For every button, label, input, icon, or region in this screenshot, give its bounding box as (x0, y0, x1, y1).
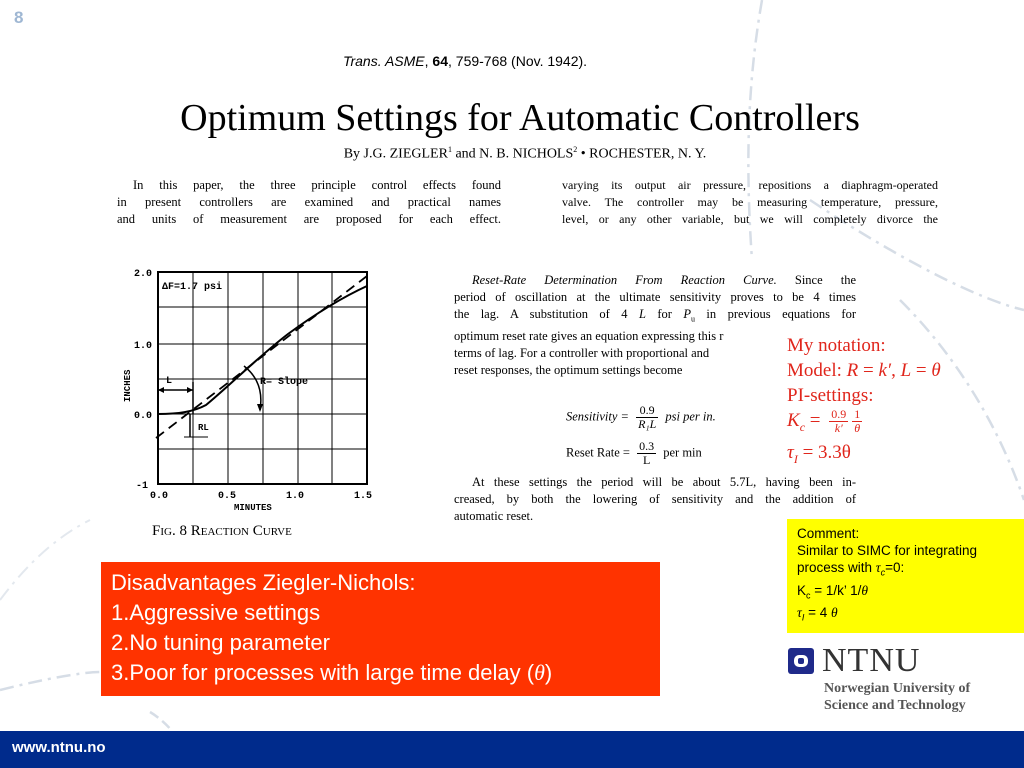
caption-part: IG (160, 526, 172, 538)
comment-line (797, 604, 1024, 627)
footer-bar (0, 731, 1024, 768)
disadvantages-heading: Disadvantages Ziegler-Nichols: (111, 570, 416, 595)
reset-rate-label: Reset Rate = (566, 445, 634, 460)
reset-rate-num: 0.3 (639, 439, 655, 453)
model-L: L (900, 360, 912, 381)
comment-line: Similar to SIMC for integrating (797, 543, 978, 558)
sensitivity-equation (566, 404, 716, 431)
comment-kc-sub: c (806, 590, 811, 601)
reset-line3-L: L (638, 307, 646, 321)
notes-heading: My notation: (787, 335, 886, 356)
lag-label: L (166, 376, 173, 387)
comment-box (787, 519, 1024, 633)
y-tick-label: -1 (136, 481, 149, 492)
intro-line: valve. The controller may be measuring temperature, pressure, (562, 195, 938, 209)
reset-line3-P: P (683, 307, 691, 321)
comment-tau: τ (797, 605, 802, 621)
disadvantage-theta: θ (534, 660, 545, 685)
comment-line: Comment: (797, 526, 860, 541)
reset-line: period of oscillation at the ultimate sensitivity proves to be 4 times (454, 290, 856, 304)
reset-line1-rest: Since the (776, 273, 857, 287)
kc-den1: k′ (834, 421, 843, 436)
tau-sub: I (793, 451, 798, 466)
x-axis-label: MINUTES (234, 503, 272, 513)
kc-symbol: K (787, 410, 800, 431)
caption-part: F (152, 523, 161, 539)
comment-line (797, 582, 1024, 605)
sensitivity-fraction (636, 404, 658, 431)
kc-num1: 0.9 (831, 407, 847, 422)
reset-line3b: for (645, 307, 684, 321)
x-tick-label: 0.0 (150, 491, 169, 502)
intro-line: level, or any other variable, but we will completely divorce the (562, 212, 938, 226)
comment-theta: θ (861, 582, 869, 598)
byline-prefix: By J.G. ZIEGLER (343, 146, 448, 162)
conclusion-text (454, 474, 856, 525)
reset-rate-fraction (637, 440, 656, 467)
x-tick-label: 1.5 (354, 491, 373, 502)
x-tick-label: 0.5 (218, 491, 237, 502)
ntnu-logo-icon (788, 648, 814, 674)
citation-rest: , 759-768 (Nov. 1942). (448, 53, 588, 69)
sensitivity-label: Sensitivity = (566, 409, 633, 424)
reset-line: reset responses, the optimum settings become (454, 362, 683, 377)
comment-line3b: =0: (885, 560, 905, 575)
citation-journal: Trans. ASME (342, 53, 425, 69)
reset-line (454, 306, 856, 328)
comment-kc: K (797, 582, 807, 598)
notes-pi-heading: PI-settings: (787, 385, 874, 406)
ntnu-subtitle (824, 680, 970, 714)
ntnu-logo (788, 642, 920, 680)
abstract-line: in present controllers are examined and practical names (117, 195, 501, 209)
comment-line5b: = 4 (804, 605, 832, 621)
intro-line: varying its output air pressure, repositions a diaphragm-operated (562, 178, 938, 192)
abstract-line: In this paper, the three principle control effects found (133, 178, 501, 192)
disadvantages-box (101, 562, 660, 696)
abstract-line: and units of measurement are proposed for each effect. (117, 212, 501, 226)
kc-eq: = (805, 410, 826, 431)
model-k: k′ (878, 360, 892, 381)
model-eq: = (911, 360, 932, 381)
byline-suffix: • ROCHESTER, N. Y. (577, 146, 707, 162)
conclusion-line: At these settings the period will be about 5.7L, having been in- (472, 475, 856, 489)
kc-fraction-2 (852, 408, 862, 435)
citation (0, 53, 930, 69)
reset-heading: Reset-Rate Determination From Reaction Curve. (472, 273, 777, 287)
kc-den2: θ (854, 421, 861, 436)
reset-rate-den: L (642, 453, 651, 467)
ntnu-logo-text: NTNU (822, 642, 921, 679)
caption-part: EACTION (200, 526, 249, 538)
slope-arc (244, 366, 261, 410)
disadvantage-item: 2.No tuning parameter (111, 630, 330, 655)
y-tick-label: 0.0 (134, 411, 153, 422)
rl-label: RL (198, 423, 209, 433)
abstract-text (117, 177, 501, 228)
tau-eq: = 3.3θ (797, 441, 851, 463)
sensitivity-num: 0.9 (636, 404, 658, 418)
comment-theta: θ (831, 605, 838, 621)
conclusion-line: creased, by both the lowering of sensitivity and the addition of (454, 492, 856, 506)
kc-fraction-1 (829, 408, 848, 435)
disadvantage-item3a: 3.Poor for processes with large time delay ( (111, 660, 535, 685)
reset-line: terms of lag. For a controller with proportional and (454, 345, 710, 360)
byline (0, 145, 1024, 163)
paper-title: Optimum Settings for Automatic Controllers (180, 97, 860, 139)
model-label: Model: (787, 360, 847, 381)
reset-line3-sub: u (691, 314, 695, 324)
model-sep: , (891, 360, 901, 381)
reset-line: optimum reset rate gives an equation expressing this r (454, 328, 724, 343)
footer-url-link[interactable]: www.ntnu.no (12, 739, 106, 756)
disadvantage-item (111, 658, 660, 688)
caption-part: URVE (262, 526, 292, 538)
sensitivity-den: R₁L (638, 417, 657, 431)
sensitivity-unit: psi per in. (662, 409, 716, 424)
slide-number: 8 (14, 8, 24, 27)
comment-tau: τ (875, 560, 881, 575)
kc-num2: 1 (854, 407, 861, 422)
citation-volume: 64 (432, 53, 448, 69)
byline-mid: and N. B. NICHOLS (451, 146, 574, 162)
comment-line (797, 559, 1024, 582)
model-theta: θ (931, 360, 941, 381)
disadvantage-item: 1.Aggressive settings (111, 600, 321, 625)
byline-sup1: 1 (447, 145, 452, 154)
ntnu-subtitle-line: Science and Technology (824, 698, 966, 713)
disadvantage-item3b: ) (544, 660, 553, 685)
y-tick-label: 2.0 (134, 269, 153, 280)
comment-tau-sub: I (801, 613, 805, 624)
reset-rate-equation (566, 440, 702, 467)
intro-text (562, 177, 938, 228)
notes-model (787, 358, 941, 383)
model-eq: = (858, 360, 879, 381)
notes-tau (787, 440, 941, 472)
y-axis-label: INCHES (123, 369, 133, 402)
figure-caption (152, 523, 292, 540)
slope-label: R= Slope (260, 377, 309, 388)
reset-line3c: in previous equations for (695, 307, 856, 321)
y-tick-label: 1.0 (134, 341, 153, 352)
reset-line3a: the lag. A substitution of 4 (454, 307, 639, 321)
comment-line3a: process with (797, 560, 876, 575)
comment-tau-sub: c (880, 567, 886, 578)
notation-notes (787, 333, 941, 472)
reset-line (454, 272, 856, 289)
reaction-curve-figure (118, 262, 388, 518)
caption-part: C (249, 523, 263, 539)
x-tick-label: 1.0 (286, 491, 305, 502)
kc-sub: c (799, 419, 806, 434)
delta-f-label: ΔF=1.7 psi (162, 282, 223, 293)
reset-rate-unit: per min (660, 445, 702, 460)
citation-sep: , (424, 53, 433, 69)
comment-line4b: = 1/k’ 1/ (810, 582, 862, 598)
ntnu-subtitle-line: Norwegian University of (824, 681, 971, 696)
tau-symbol: τ (787, 441, 794, 463)
model-R: R (846, 360, 859, 381)
notes-kc (787, 408, 941, 440)
byline-sup2: 2 (573, 145, 578, 154)
conclusion-line: automatic reset. (454, 509, 534, 523)
caption-part: . 8 R (171, 523, 201, 539)
